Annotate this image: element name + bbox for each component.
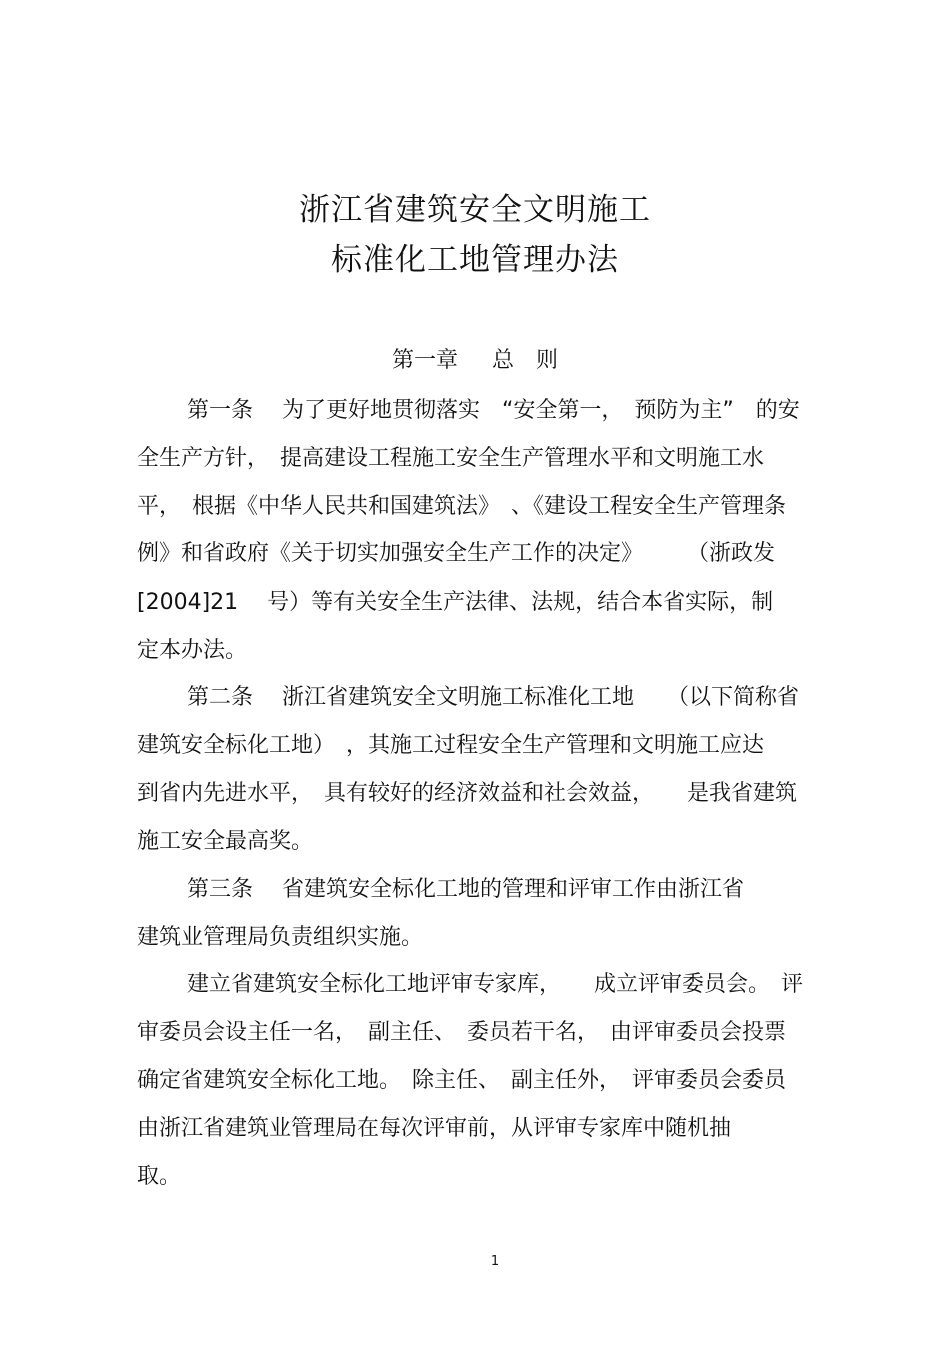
document-title-line-1: 浙江省建筑安全文明施工 (299, 192, 651, 228)
paragraph-line-2: 审委员会设主任一名， 副主任、 委员若干名， 由评审委员会投票 (137, 1020, 787, 1045)
chapter-number: 第一章 (391, 348, 458, 373)
paragraph-line-5: 取。 (137, 1164, 182, 1189)
paragraph-line-1: 建立省建筑安全标化工地评审专家库， 成立评审委员会。 评 (187, 972, 804, 997)
article-2-line-2: 建筑安全标化工地） ，其施工过程安全生产管理和文明施工应达 (137, 733, 765, 758)
chapter-heading (0, 346, 950, 376)
article-3-line-2: 建筑业管理局负责组织实施。 (137, 925, 424, 950)
paragraph-line-3: 确定省建筑安全标化工地。 除主任、 副主任外， 评审委员会委员 (137, 1068, 787, 1093)
article-3-line-1: 第三条 省建筑安全标化工地的管理和评审工作由浙江省 (187, 877, 744, 902)
article-1-line-2: 全生产方针， 提高建设工程施工安全生产管理水平和文明施工水 (137, 446, 765, 471)
article-1-line-5: [2004]21 号）等有关安全生产法律、法规，结合本省实际，制 (137, 590, 774, 615)
article-1-line-3: 平， 根据《中华人民共和国建筑法》 、《建设工程安全生产管理条 (137, 494, 787, 519)
document-title-line-2: 标准化工地管理办法 (331, 242, 619, 278)
page-number: 1 (490, 1254, 500, 1269)
article-1-line-4: 例》和省政府《关于切实加强安全生产工作的决定》 （浙政发 (137, 541, 776, 566)
article-2-line-3: 到省内先进水平， 具有较好的经济效益和社会效益， 是我省建筑 (137, 781, 798, 806)
chapter-name: 总 则 (492, 348, 559, 373)
article-2-line-4: 施工安全最高奖。 (137, 829, 314, 854)
article-2-line-1: 第二条 浙江省建筑安全文明施工标准化工地 （以下简称省 (187, 685, 799, 710)
article-1-line-6: 定本办法。 (137, 638, 248, 663)
article-1-line-1: 第一条 为了更好地贯彻落实 “安全第一， 预防为主” 的安 (187, 398, 800, 423)
paragraph-line-4: 由浙江省建筑业管理局在每次评审前，从评审专家库中随机抽 (137, 1116, 732, 1141)
